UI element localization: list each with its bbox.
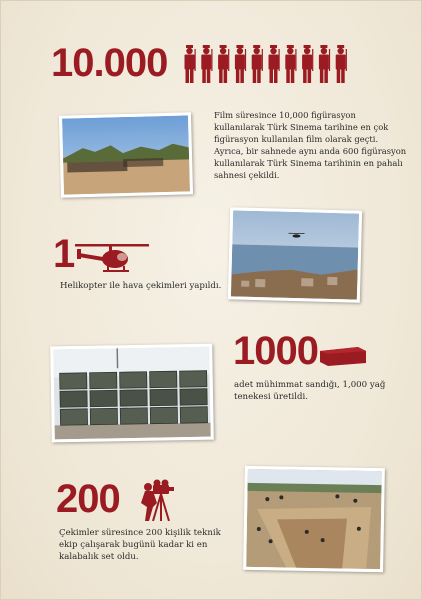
crate: [90, 372, 117, 388]
text-line: figürasyon kullanılan film olarak geçti.: [214, 134, 379, 144]
crate: [120, 390, 147, 406]
stat-ammo-number: 1000: [233, 329, 318, 373]
excavation-set-photo: [243, 466, 385, 572]
crate: [150, 407, 177, 423]
soldier-icon-row: [181, 45, 353, 85]
text-line: kullanılarak Türk Sinema tarihine en çok: [214, 122, 389, 132]
text-line: sahnesi çekildi.: [214, 170, 280, 180]
text-line: ekip çalışarak bugünü kadar ki en: [59, 540, 208, 550]
soldier-icon: [302, 45, 313, 83]
crate: [60, 373, 87, 389]
text-line: adet mühimmat sandığı, 1,000 yağ: [234, 380, 386, 390]
text-line: Çekimler süresince 200 kişilik teknik: [59, 528, 221, 538]
crate: [180, 389, 207, 405]
stat-helicopter-caption: Helikopter ile hava çekimleri yapıldı.: [60, 281, 222, 291]
soldier-icon: [252, 45, 263, 83]
crate: [120, 408, 147, 424]
stat-crew-description: [59, 527, 239, 563]
crate: [150, 371, 177, 387]
crate: [90, 390, 117, 406]
crate: [60, 391, 87, 407]
soldier-icon: [336, 45, 347, 83]
stat-crew-number: 200: [56, 477, 120, 521]
camera-operator-icon: [131, 477, 175, 521]
crate: [120, 372, 147, 388]
stat-helicopter-number: 1: [53, 232, 75, 276]
text-line: tenekesi üretildi.: [234, 392, 309, 402]
stat-ammo-description: [234, 379, 414, 403]
ammo-crates-photo: [50, 344, 214, 443]
soldier-icon: [269, 45, 280, 83]
aerial-harbor-photo: [228, 207, 362, 302]
soldier-icon: [285, 45, 296, 83]
ammo-crate-icon: [318, 343, 368, 367]
crate: [90, 408, 117, 424]
soldier-icon: [185, 45, 196, 83]
text-line: Film süresince 10,000 figürasyon: [214, 110, 356, 120]
soldier-icon: [235, 45, 246, 83]
crate: [180, 371, 207, 387]
stat-extras-number: 10.000: [51, 41, 168, 85]
soldier-icon: [201, 45, 212, 83]
text-line: Ayrıca, bir sahnede aynı anda 600 figürasyon: [214, 146, 407, 156]
soldier-icon: [218, 45, 229, 83]
crate: [180, 407, 207, 423]
soldier-icon: [319, 45, 330, 83]
text-line: kalabalık set oldu.: [59, 552, 139, 562]
stat-extras-description: [214, 109, 414, 181]
crate: [60, 409, 87, 425]
crowd-photo: [59, 112, 193, 197]
helicopter-icon: [73, 237, 151, 277]
text-line: kullanılarak Türk Sinema tarihinin en pahalı: [214, 158, 403, 168]
crate: [150, 389, 177, 405]
